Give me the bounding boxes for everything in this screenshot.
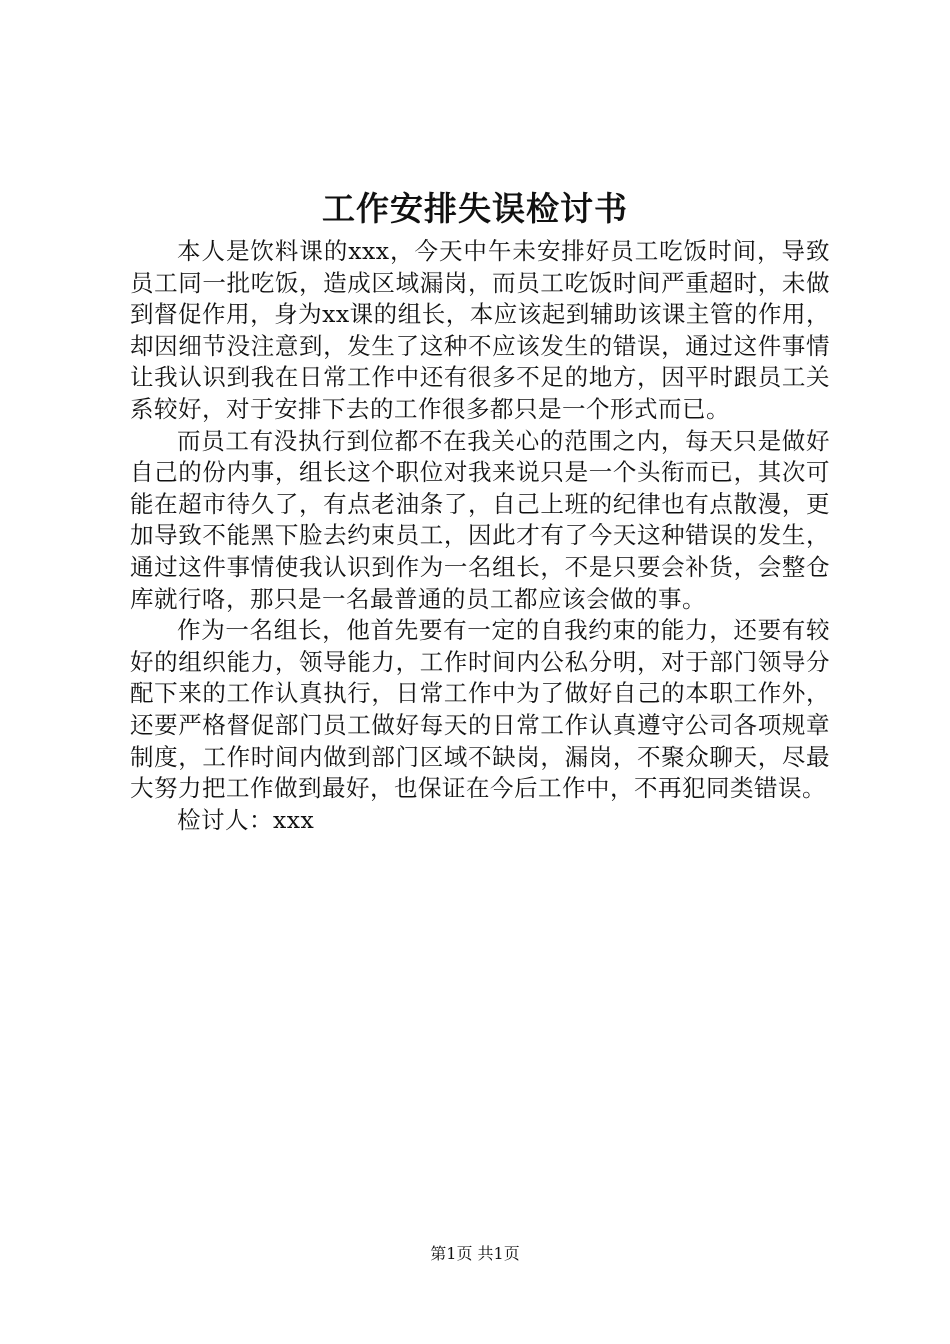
document-title: 工作安排失误检讨书 [322,189,628,228]
document-body [130,236,830,836]
paragraph-2: 而员工有没执行到位都不在我关心的范围之内，每天只是做好自己的份内事，组长这个职位对我来说只是一个头衔而已，其次可能在超市待久了，有点老油条了，自己上班的纪律也有点散漫，更加导致不能黑下脸去约束员工，因此才有了今天这种错误的发生，通过这件事情使我认识到作为一名组长，不是只要会补货，会整仓库就行咯，那只是一名最普通的员工都应该会做的事。 [130,426,830,613]
paragraph-1: 本人是饮料课的xxx，今天中午未安排好员工吃饭时间，导致员工同一批吃饭，造成区域漏岗，而员工吃饭时间严重超时，未做到督促作用，身为xx课的组长，本应该起到辅助该课主管的作用，却因细节没注意到，发生了这种不应该发生的错误，通过这件事情让我认识到我在日常工作中还有很多不足的地方，因平时跟员工关系较好，对于安排下去的工作很多都只是一个形式而已。 [130,237,830,423]
paragraph-3: 作为一名组长，他首先要有一定的自我约束的能力，还要有较好的组织能力，领导能力，工作时间内公私分明，对于部门领导分配下来的工作认真执行，日常工作中为了做好自己的本职工作外，还要严格督促部门员工做好每天的日常工作认真遵守公司各项规章制度，工作时间内做到部门区域不缺岗，漏岗，不聚众聊天，尽最大努力把工作做到最好，也保证在今后工作中，不再犯同类错误。 [130,616,830,803]
signature-line: 检讨人：xxx [177,805,315,834]
page-footer: 第1页 共1页 [430,1244,520,1263]
